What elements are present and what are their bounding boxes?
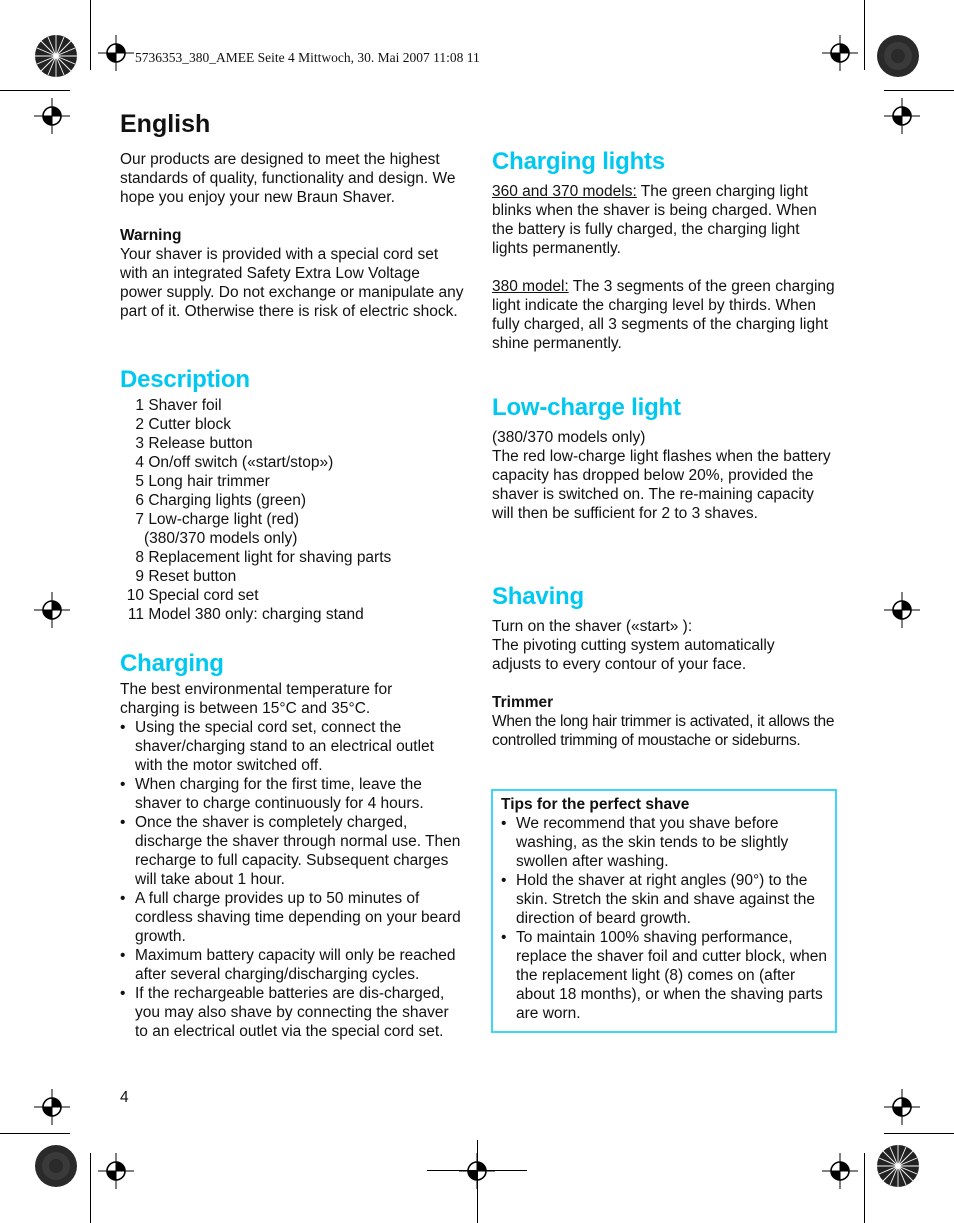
registration-mark-icon	[34, 592, 70, 628]
trim-line	[0, 90, 70, 91]
bullet-text: Once the shaver is completely charged, discharge the shaver through normal use. Then recharge to full capacity. Subsequent charges will take about 1 hour.	[135, 814, 461, 888]
charging-heading: Charging	[120, 650, 224, 677]
trim-line	[0, 1133, 70, 1134]
bullet-item	[501, 928, 831, 1023]
item-number: 2	[135, 416, 144, 433]
description-list	[120, 396, 465, 624]
charging-lights-heading: Charging lights	[492, 148, 665, 175]
bullet-item	[120, 946, 465, 984]
bullet-item	[120, 718, 465, 775]
bullet-item	[120, 984, 465, 1041]
shaving-line-1: Turn on the shaver («start» ):	[492, 618, 693, 635]
shaving-text: The pivoting cutting system automatically adjusts to every contour of your face.	[492, 637, 775, 673]
item-number: 9	[135, 568, 144, 585]
bullet-text: When charging for the first time, leave the shaver to charge continuously for 4 hours.	[135, 776, 424, 812]
trimmer-heading: Trimmer	[492, 694, 554, 711]
description-item	[120, 510, 465, 529]
page-number: 4	[120, 1089, 129, 1106]
bullet-icon: •	[120, 776, 126, 793]
trim-line	[90, 0, 91, 70]
description-item	[120, 453, 465, 472]
bullet-text: Using the special cord set, connect the shaver/charging stand to an electrical outlet with the motor switched off.	[135, 719, 434, 774]
registration-mark-icon	[884, 592, 920, 628]
bullet-text: If the rechargeable batteries are dis-charged, you may also shave by connecting the shaver to an electrical outlet via the special cord set.	[135, 985, 449, 1040]
registration-mark-icon	[98, 1153, 134, 1189]
bullet-text: A full charge provides up to 50 minutes of cordless shaving time depending on your beard growth.	[135, 890, 461, 945]
item-number: 6	[135, 492, 144, 509]
item-number: 3	[135, 435, 144, 452]
item-label: Replacement light for shaving parts	[148, 549, 392, 566]
item-label: Special cord set	[148, 587, 259, 604]
shaving-heading: Shaving	[492, 583, 584, 610]
item-label: Model 380 only: charging stand	[148, 606, 364, 623]
bullet-item	[501, 814, 831, 871]
description-item-note: (380/370 models only)	[144, 530, 298, 547]
item-number: 11	[127, 606, 144, 623]
trim-line	[884, 90, 954, 91]
star-target-icon	[876, 1144, 920, 1193]
charging-lights-para-1: 360 and 370 models: The green charging light blinks when the shaver is being charged. When the battery is fully charged, the charging light lights permanently.	[492, 183, 817, 257]
item-number: 8	[135, 549, 144, 566]
bullet-icon: •	[120, 890, 126, 907]
bullet-item	[120, 813, 465, 889]
trimmer-text: When the long hair trimmer is activated, it allows the controlled trimming of moustache or sideburns.	[492, 713, 835, 749]
bullet-text: To maintain 100% shaving performance, replace the shaver foil and cutter block, when the replacement light (8) comes on (after about 18 months), or when the shaving parts are worn.	[516, 929, 828, 1022]
low-charge-heading: Low-charge light	[492, 394, 681, 421]
grey-target-icon	[876, 34, 920, 83]
intro-paragraph: Our products are designed to meet the highest standards of quality, functionality and design. We hope you enjoy your new Braun Shaver.	[120, 151, 456, 206]
item-number: 5	[135, 473, 144, 490]
bullet-icon: •	[501, 815, 507, 832]
description-item	[120, 605, 465, 624]
description-heading: Description	[120, 366, 250, 393]
bullet-icon: •	[120, 985, 126, 1002]
trim-line	[864, 0, 865, 70]
bullet-icon: •	[120, 947, 126, 964]
bullet-icon: •	[120, 814, 126, 831]
item-label: Charging lights (green)	[148, 492, 306, 509]
tips-heading: Tips for the perfect shave	[501, 796, 690, 813]
registration-mark-icon	[98, 35, 134, 71]
item-label: On/off switch («start/stop»)	[148, 454, 334, 471]
item-label: Long hair trimmer	[148, 473, 270, 490]
registration-mark-icon	[822, 1153, 858, 1189]
registration-mark-icon	[34, 98, 70, 134]
description-item	[120, 415, 465, 434]
star-target-icon	[34, 34, 78, 83]
low-charge-text: The red low-charge light flashes when the battery capacity has dropped below 20%, provided the shaver is switched on. The re-maining capacity will then be sufficient for 2 to 3 shaves.	[492, 448, 831, 522]
grey-target-icon	[34, 1144, 78, 1193]
bullet-text: Hold the shaver at right angles (90°) to the skin. Stretch the skin and shave against the direction of beard growth.	[516, 872, 815, 927]
bullet-text: We recommend that you shave before washing, as the skin tends to be slightly swollen after washing.	[516, 815, 789, 870]
item-number: 10	[126, 587, 144, 604]
warning-text: Your shaver is provided with a special cord set with an integrated Safety Extra Low Voltage power supply. Do not exchange or manipulate any part of it. Otherwise there is risk of electric shock.	[120, 246, 464, 320]
bullet-icon: •	[501, 872, 507, 889]
registration-mark-icon	[884, 98, 920, 134]
item-label: Reset button	[148, 568, 237, 585]
item-number: 4	[135, 454, 144, 471]
bullet-item	[120, 775, 465, 813]
warning-heading: Warning	[120, 227, 182, 244]
item-number: 1	[135, 397, 144, 414]
bullet-icon: •	[501, 929, 507, 946]
trim-line	[884, 1133, 954, 1134]
item-label: Low-charge light (red)	[148, 511, 300, 528]
description-item	[120, 434, 465, 453]
item-label: Release button	[148, 435, 253, 452]
bullet-text: Maximum battery capacity will only be reached after several charging/discharging cycles.	[135, 947, 456, 983]
trim-line	[90, 1153, 91, 1223]
description-item	[120, 491, 465, 510]
description-item	[120, 472, 465, 491]
description-item	[120, 586, 465, 605]
charging-intro: The best environmental temperature for charging is between 15°C and 35°C.	[120, 681, 393, 717]
low-charge-note: (380/370 models only)	[492, 429, 646, 446]
registration-mark-icon	[34, 1089, 70, 1125]
tips-bullet-list	[501, 814, 831, 1023]
language-title: English	[120, 110, 211, 138]
registration-mark-icon	[822, 35, 858, 71]
description-item	[120, 548, 465, 567]
registration-mark-icon	[884, 1089, 920, 1125]
bullet-icon: •	[120, 719, 126, 736]
trim-line	[864, 1153, 865, 1223]
description-item	[120, 567, 465, 586]
charging-lights-para-2: 380 model: The 3 segments of the green charging light indicate the charging level by thirds. When fully charged, all 3 segments of the charging light shine permanently.	[492, 278, 835, 352]
bullet-item	[120, 889, 465, 946]
item-label: Cutter block	[148, 416, 232, 433]
item-label: Shaver foil	[148, 397, 222, 414]
print-slug: 5736353_380_AMEE Seite 4 Mittwoch, 30. Mai 2007 11:08 11	[135, 50, 480, 65]
bullet-item	[501, 871, 831, 928]
item-number: 7	[135, 511, 144, 528]
charging-bullet-list	[120, 718, 465, 1041]
trim-line	[477, 1140, 478, 1223]
description-item	[120, 396, 465, 415]
